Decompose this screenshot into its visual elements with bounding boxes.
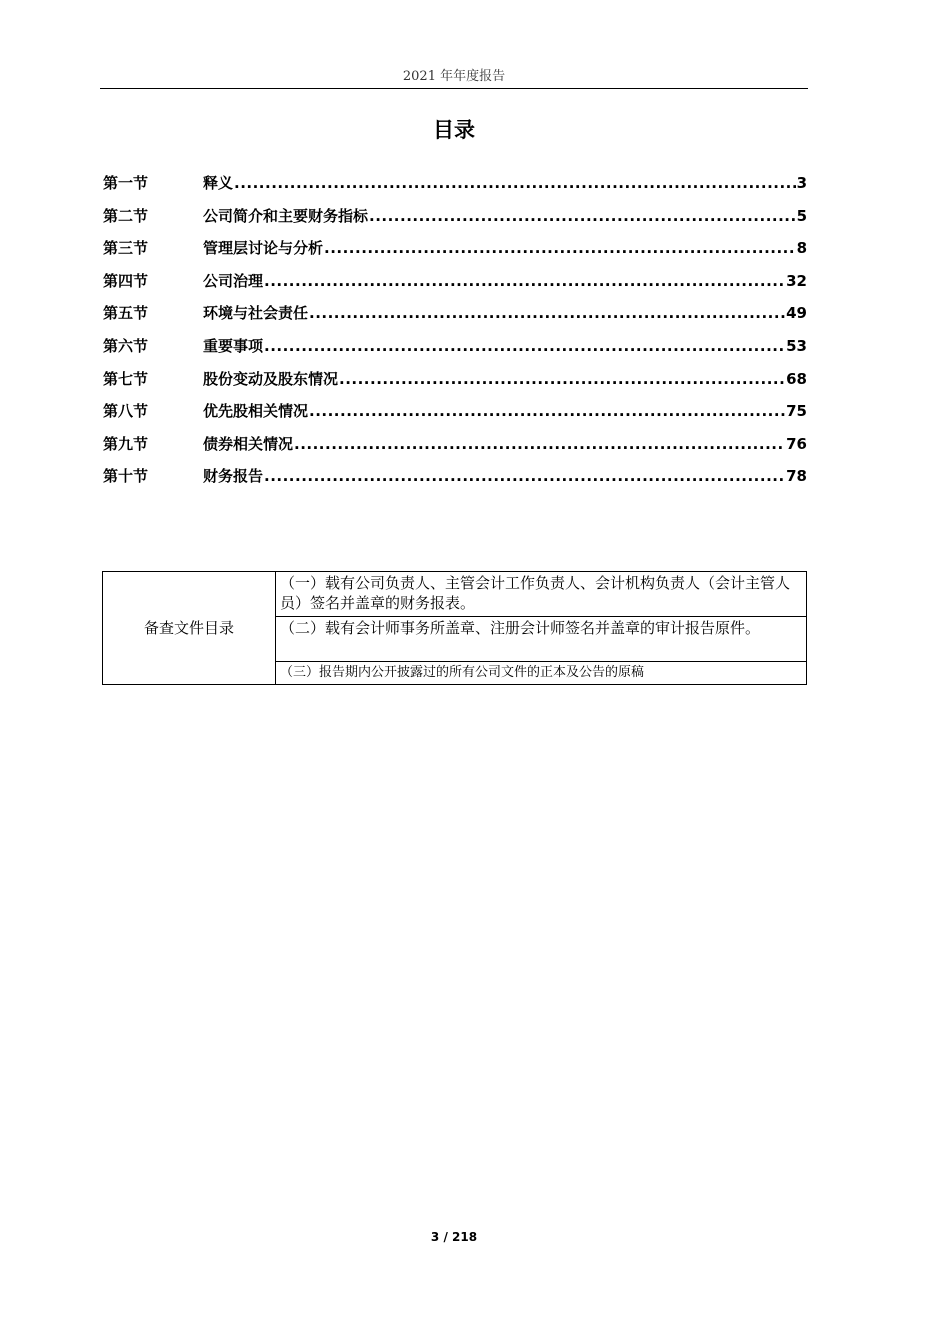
table-row bbox=[103, 572, 807, 617]
toc-section-title: 股份变动及股东情况 bbox=[203, 369, 339, 388]
toc-page-number: 53 bbox=[786, 336, 807, 355]
toc-section-number: 第一节 bbox=[103, 174, 149, 192]
toc-section-title: 重要事项 bbox=[203, 336, 264, 355]
toc-page-number: 32 bbox=[786, 271, 807, 290]
toc-leader-dots bbox=[324, 239, 796, 257]
toc-page-number: 78 bbox=[786, 467, 807, 486]
toc-leader-dots bbox=[234, 174, 796, 192]
toc-section-number: 第四节 bbox=[103, 271, 149, 290]
table-of-contents bbox=[103, 172, 807, 498]
page-header: 2021 年年度报告 bbox=[402, 69, 506, 84]
toc-section-title: 释义 bbox=[203, 174, 234, 192]
reference-item-1: （一）载有公司负责人、主管会计工作负责人、会计机构负责人（会计主管人员）签名并盖章的财务报表。 bbox=[276, 572, 807, 617]
toc-page-number: 49 bbox=[786, 304, 807, 323]
toc-section-number: 第六节 bbox=[103, 336, 149, 355]
toc-leader-dots bbox=[264, 467, 785, 485]
toc-section-number: 第五节 bbox=[103, 304, 149, 323]
toc-entry-4[interactable] bbox=[103, 270, 807, 303]
toc-leader-dots bbox=[264, 272, 785, 290]
header-divider bbox=[100, 88, 808, 89]
toc-leader-dots bbox=[339, 370, 785, 388]
toc-entry-2[interactable] bbox=[103, 205, 807, 238]
toc-section-title: 公司简介和主要财务指标 bbox=[203, 206, 369, 225]
toc-entry-8[interactable] bbox=[103, 400, 807, 433]
toc-entry-9[interactable] bbox=[103, 433, 807, 466]
toc-page-number: 5 bbox=[796, 206, 807, 225]
toc-entry-1[interactable] bbox=[103, 172, 807, 205]
toc-section-number: 第三节 bbox=[103, 239, 149, 258]
toc-entry-10[interactable] bbox=[103, 465, 807, 498]
toc-section-title: 优先股相关情况 bbox=[203, 402, 309, 421]
reference-documents-label: 备查文件目录 bbox=[103, 572, 276, 685]
toc-page-number: 75 bbox=[786, 402, 807, 421]
reference-item-3: （三）报告期内公开披露过的所有公司文件的正本及公告的原稿 bbox=[276, 662, 807, 685]
toc-section-title: 环境与社会责任 bbox=[203, 304, 309, 323]
reference-item-2: （二）载有会计师事务所盖章、注册会计师签名并盖章的审计报告原件。 bbox=[276, 617, 807, 662]
toc-entry-7[interactable] bbox=[103, 368, 807, 401]
toc-page-number: 76 bbox=[786, 434, 807, 453]
toc-section-number: 第十节 bbox=[103, 467, 149, 486]
toc-entry-3[interactable] bbox=[103, 237, 807, 270]
toc-section-title: 管理层讨论与分析 bbox=[203, 239, 324, 258]
toc-leader-dots bbox=[369, 207, 796, 225]
toc-entry-6[interactable] bbox=[103, 335, 807, 368]
reference-documents-table bbox=[102, 571, 807, 685]
toc-section-title: 债券相关情况 bbox=[203, 434, 294, 453]
page-title: 目录 bbox=[433, 118, 475, 142]
toc-page-number: 68 bbox=[786, 369, 807, 388]
toc-section-number: 第七节 bbox=[103, 369, 149, 388]
page-number-footer: 3 / 218 bbox=[430, 1230, 478, 1244]
toc-leader-dots bbox=[264, 337, 785, 355]
toc-leader-dots bbox=[309, 304, 785, 322]
toc-leader-dots bbox=[309, 402, 785, 420]
toc-page-number: 3 bbox=[796, 174, 807, 192]
toc-section-title: 公司治理 bbox=[203, 271, 264, 290]
toc-page-number: 8 bbox=[796, 239, 807, 258]
toc-section-number: 第八节 bbox=[103, 402, 149, 421]
toc-entry-5[interactable] bbox=[103, 302, 807, 335]
toc-leader-dots bbox=[294, 435, 785, 453]
toc-section-number: 第九节 bbox=[103, 434, 149, 453]
toc-section-title: 财务报告 bbox=[203, 467, 264, 486]
toc-section-number: 第二节 bbox=[103, 206, 149, 225]
